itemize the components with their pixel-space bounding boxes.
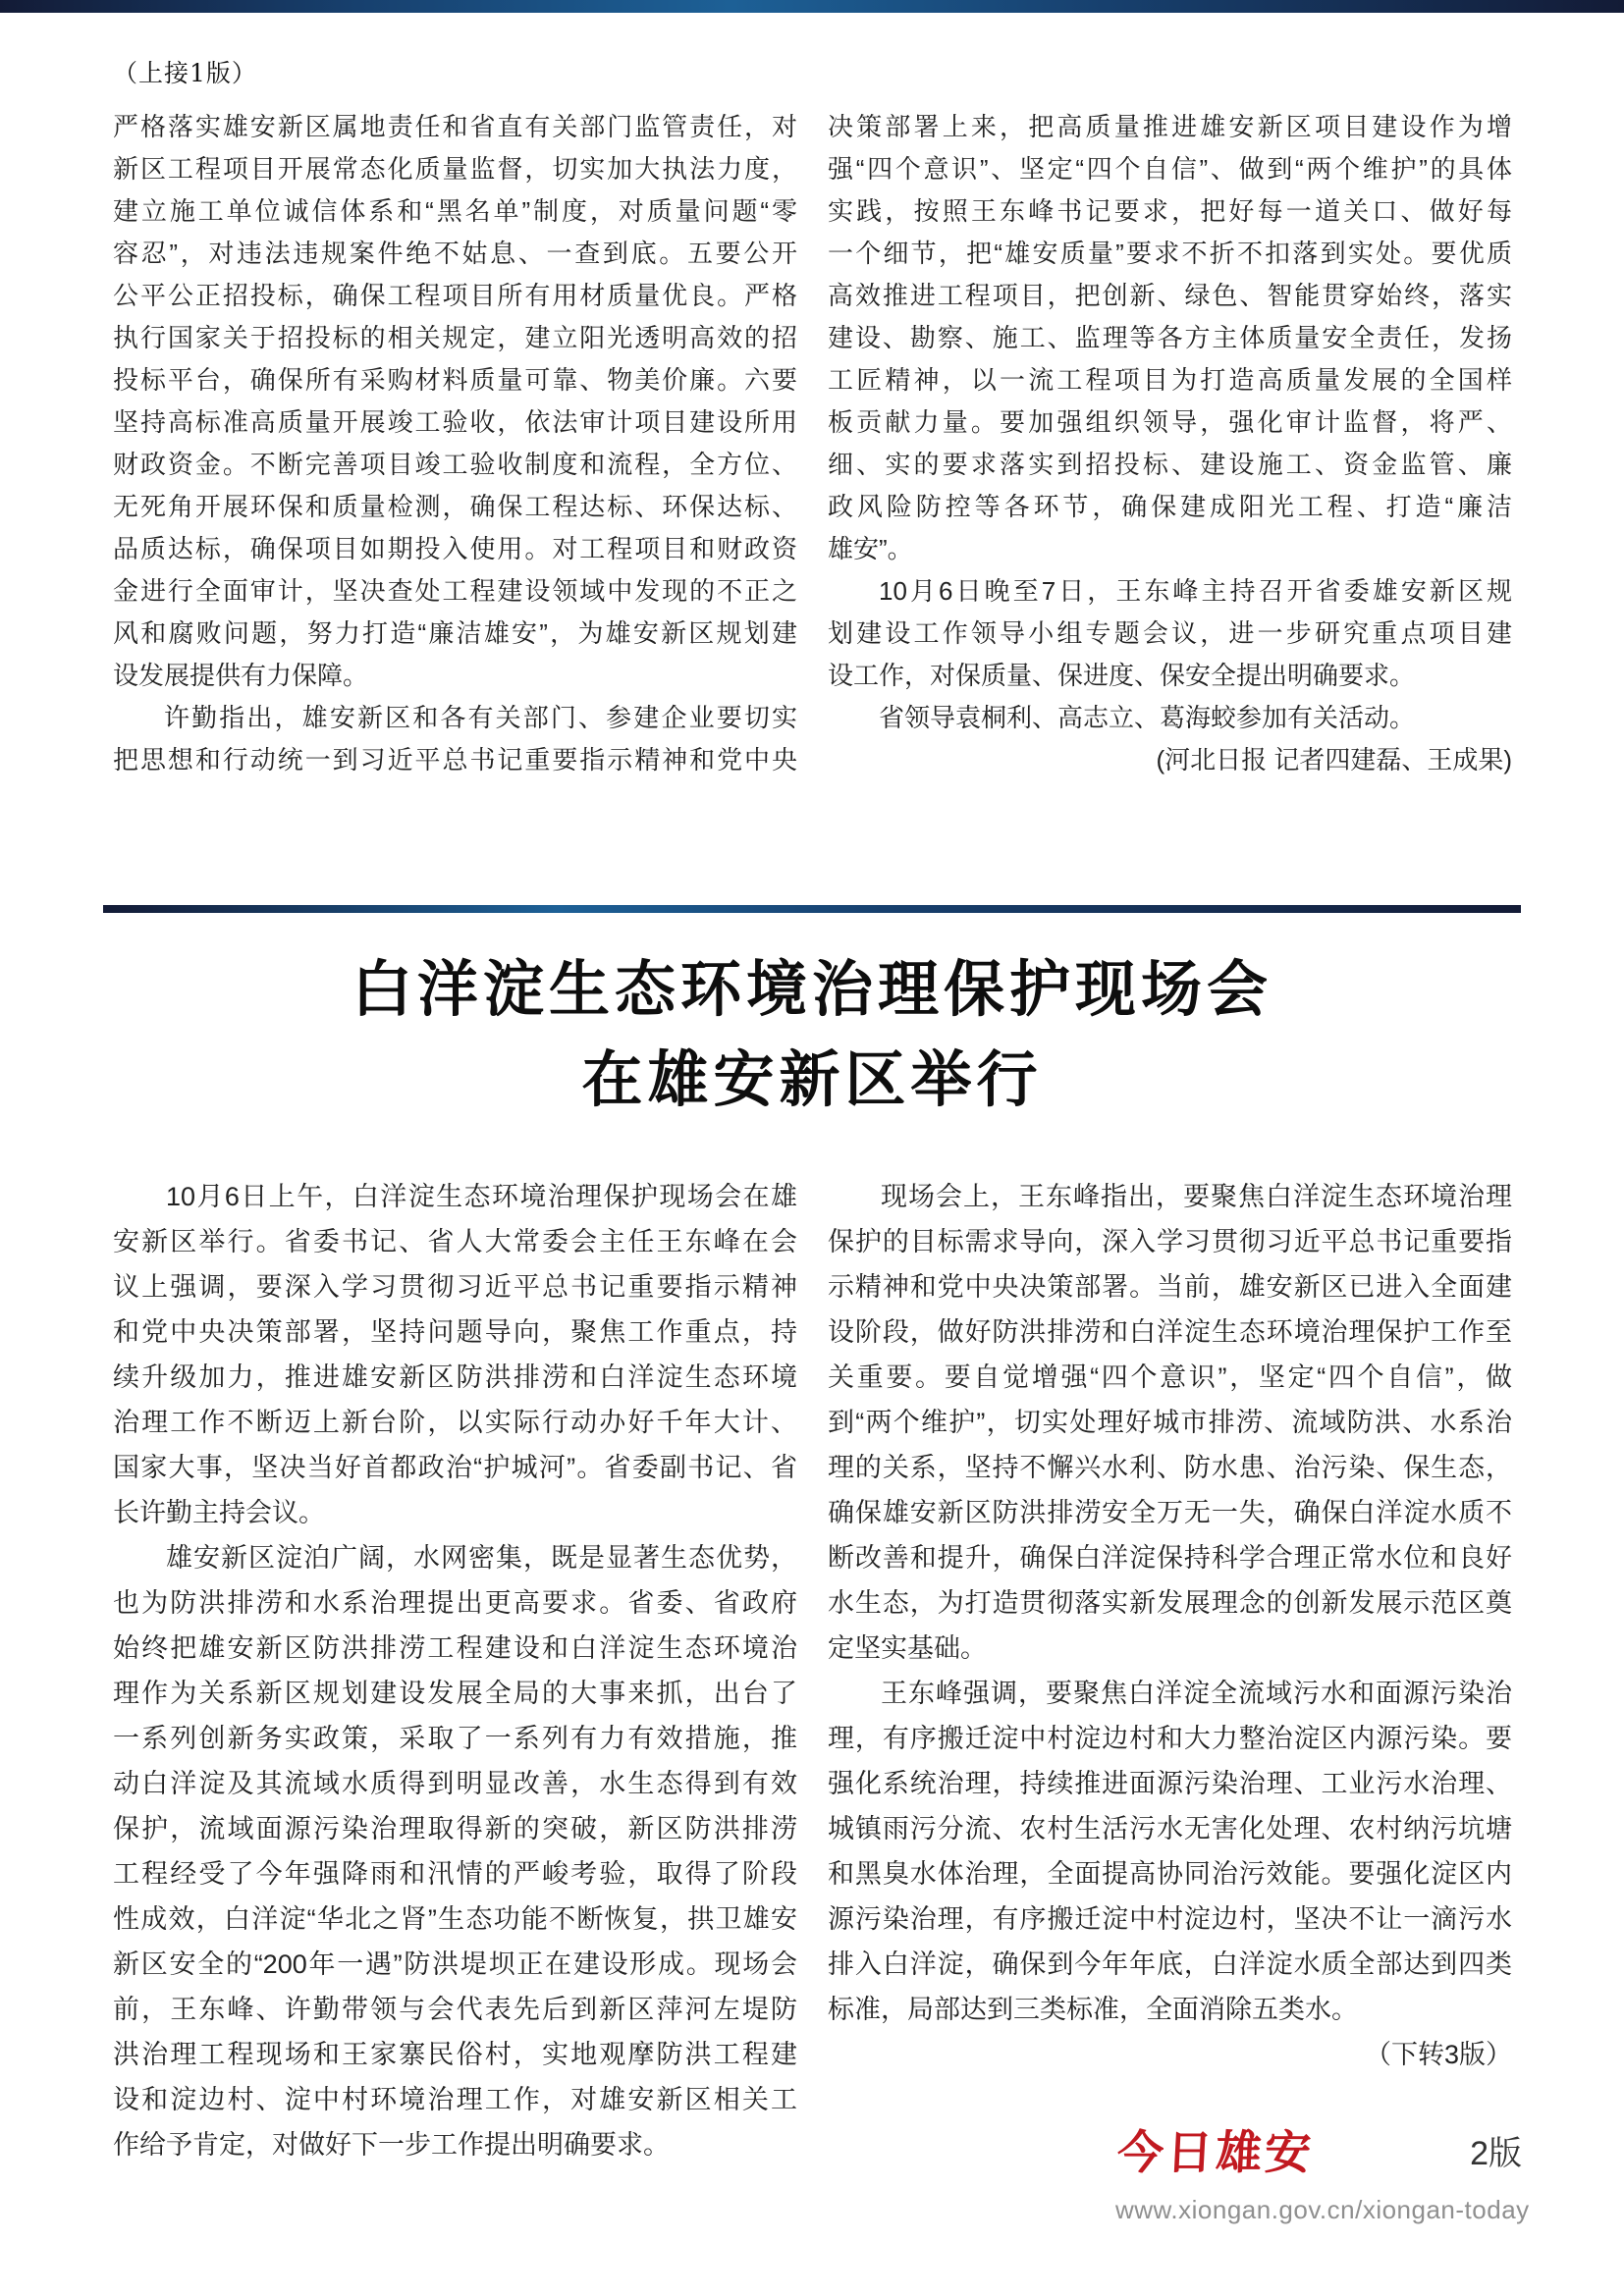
text-line: 工程经受了今年强降雨和汛情的严峻考验，取得了阶段 [113,1859,797,1889]
text-line: 政风险防控等各环节，确保建成阳光工程、打造“廉洁 [828,492,1512,521]
bottom-article-left-column [113,1174,797,2167]
text-line: 标准，局部达到三类标准，全面消除五类水。 [828,1995,1358,2024]
text-line: 现场会上，王东峰指出，要聚焦白洋淀生态环境治理 [881,1182,1512,1211]
text-line: 品质达标，确保项目如期投入使用。对工程项目和财政资 [113,534,797,563]
text-line: 高效推进工程项目，把创新、绿色、智能贯穿始终，落实 [828,281,1512,310]
continuation-note: （上接1版） [113,59,257,87]
text-line: 治理工作不断迈上新台阶，以实际行动办好千年大计、 [113,1408,797,1437]
text-line: 关重要。要自觉增强“四个意识”，坚定“四个自信”，做 [828,1362,1512,1392]
text-line: 理的关系，坚持不懈兴水利、防水患、治污染、保生态， [828,1453,1512,1482]
text-line: 设阶段，做好防洪排涝和白洋淀生态环境治理保护工作至 [828,1317,1512,1347]
text-line: 许勤指出，雄安新区和各有关部门、参建企业要切实 [164,703,797,732]
text-line: 公平公正招投标，确保工程项目所有用材质量优良。严格 [113,281,797,310]
text-line: 划建设工作领导小组专题会议，进一步研究重点项目建 [828,618,1512,648]
bottom-article-right-column [828,1174,1512,2077]
text-line: 实践，按照王东峰书记要求，把好每一道关口、做好每 [828,196,1512,226]
text-line: 新区工程项目开展常态化质量监督，切实加大执法力度， [113,154,797,184]
text-line: 长许勤主持会议。 [113,1498,325,1527]
text-line: 工匠精神，以一流工程项目为打造高质量发展的全国样 [828,365,1512,395]
text-line: 洪治理工程现场和王家寨民俗村，实地观摩防洪工程建 [113,2040,797,2069]
text-line: 理，有序搬迁淀中村淀边村和大力整治淀区内源污染。要 [828,1724,1512,1753]
text-line: 续升级加力，推进雄安新区防洪排涝和白洋淀生态环境 [113,1362,797,1392]
text-line: 王东峰强调，要聚焦白洋淀全流域污水和面源污染治 [881,1679,1512,1708]
text-line: 新区安全的“200年一遇”防洪堤坝正在建设形成。现场会 [113,1949,797,1979]
text-line: 强“四个意识”、坚定“四个自信”、做到“两个维护”的具体 [828,154,1512,184]
site-url: www.xiongan.gov.cn/xiongan-today [1115,2195,1530,2224]
section-divider-bar [103,905,1521,913]
headline-line-2: 在雄安新区举行 [581,1043,1043,1115]
text-line: 雄安”。 [828,534,913,563]
text-line: 和党中央决策部署，坚持问题导向，聚焦工作重点，持 [113,1317,797,1347]
text-line: 设工作，对保质量、保进度、保安全提出明确要求。 [828,661,1416,690]
text-line: 金进行全面审计，坚决查处工程建设领域中发现的不正之 [113,576,797,606]
text-line: 设发展提供有力保障。 [113,661,369,690]
text-line: 作给予肯定，对做好下一步工作提出明确要求。 [113,2130,670,2160]
text-line: 源污染治理，有序搬迁淀中村淀边村，坚决不让一滴污水 [828,1904,1512,1934]
text-line: 板贡献力量。要加强组织领导，强化审计监督，将严、 [828,407,1512,437]
text-line: 排入白洋淀，确保到今年年底，白洋淀水质全部达到四类 [828,1949,1512,1979]
text-line: 无死角开展环保和质量检测，确保工程达标、环保达标、 [113,492,797,521]
top-article-left-column [113,106,797,781]
text-line: 雄安新区淀泊广阔，水网密集，既是显著生态优势， [166,1543,797,1573]
headline-line-1: 白洋淀生态环境治理保护现场会 [351,953,1272,1025]
text-line: 细、实的要求落实到招投标、建设施工、资金监管、廉 [828,450,1512,479]
text-line: 国家大事，坚决当好首都政治“护城河”。省委副书记、省 [113,1453,797,1482]
text-line: 断改善和提升，确保白洋淀保持科学合理正常水位和良好 [828,1543,1512,1573]
text-line: 定坚实基础。 [828,1633,987,1663]
text-line: 议上强调，要深入学习贯彻习近平总书记重要指示精神 [113,1272,797,1302]
text-line: 保护，流域面源污染治理取得新的突破，新区防洪排涝 [113,1814,797,1843]
top-article-right-column [828,106,1512,781]
text-line: 水生态，为打造贯彻落实新发展理念的创新发展示范区奠 [828,1588,1512,1618]
text-line: 财政资金。不断完善项目竣工验收制度和流程，全方位、 [113,450,797,479]
text-line: 安新区举行。省委书记、省人大常委会主任王东峰在会 [113,1227,797,1256]
top-gradient-bar [0,0,1624,13]
text-line: 确保雄安新区防洪排涝安全万无一失，确保白洋淀水质不 [828,1498,1512,1527]
masthead-logo: 今日雄安 [1115,2126,1316,2180]
text-line: 建设、勘察、施工、监理等各方主体质量安全责任，发扬 [828,323,1512,352]
text-line: 强化系统治理，持续推进面源污染治理、工业污水治理、 [828,1769,1512,1798]
text-line: 一系列创新务实政策，采取了一系列有力有效措施，推 [113,1724,797,1753]
text-line: 投标平台，确保所有采购材料质量可靠、物美价廉。六要 [113,365,797,395]
text-line: 10月6日晚至7日，王东峰主持召开省委雄安新区规 [879,576,1512,606]
text-line: 严格落实雄安新区属地责任和省直有关部门监管责任，对 [113,112,797,141]
text-line: 一个细节，把“雄安质量”要求不折不扣落到实处。要优质 [828,239,1512,268]
text-line: 理作为关系新区规划建设发展全局的大事来抓，出台了 [113,1679,797,1708]
text-line: 执行国家关于招投标的相关规定，建立阳光透明高效的招 [113,323,797,352]
text-line: 前，王东峰、许勤带领与会代表先后到新区萍河左堤防 [113,1995,797,2024]
text-line: 始终把雄安新区防洪排涝工程建设和白洋淀生态环境治 [113,1633,797,1663]
text-line: 容忍”，对违法违规案件绝不姑息、一查到底。五要公开 [113,239,797,268]
text-line: 也为防洪排涝和水系治理提出更高要求。省委、省政府 [113,1588,797,1618]
text-line: 动白洋淀及其流域水质得到明显改善，水生态得到有效 [113,1769,797,1798]
text-line: 10月6日上午，白洋淀生态环境治理保护现场会在雄 [166,1182,797,1211]
text-line: 建立施工单位诚信体系和“黑名单”制度，对质量问题“零 [113,196,797,226]
text-line: 性成效，白洋淀“华北之肾”生态功能不断恢复，拱卫雄安 [113,1904,797,1934]
article-headline [0,944,1624,1125]
text-line: (河北日报 记者四建磊、王成果) [1156,745,1512,774]
text-line: 城镇雨污分流、农村生活污水无害化处理、农村纳污坑塘 [828,1814,1512,1843]
text-line: 坚持高标准高质量开展竣工验收，依法审计项目建设所用 [113,407,797,437]
text-line: （下转3版） [1364,2040,1512,2069]
text-line: 保护的目标需求导向，深入学习贯彻习近平总书记重要指 [828,1227,1512,1256]
text-line: 示精神和党中央决策部署。当前，雄安新区已进入全面建 [828,1272,1512,1302]
text-line: 决策部署上来，把高质量推进雄安新区项目建设作为增 [828,112,1512,141]
text-line: 风和腐败问题，努力打造“廉洁雄安”，为雄安新区规划建 [113,618,797,648]
text-line: 设和淀边村、淀中村环境治理工作，对雄安新区相关工 [113,2085,797,2114]
text-line: 省领导袁桐利、高志立、葛海蛟参加有关活动。 [879,703,1416,732]
text-line: 到“两个维护”，切实处理好城市排涝、流域防洪、水系治 [828,1408,1512,1437]
text-line: 和黑臭水体治理，全面提高协同治污效能。要强化淀区内 [828,1859,1512,1889]
text-line: 把思想和行动统一到习近平总书记重要指示精神和党中央 [113,745,797,774]
page-number: 2版 [1470,2135,1522,2172]
